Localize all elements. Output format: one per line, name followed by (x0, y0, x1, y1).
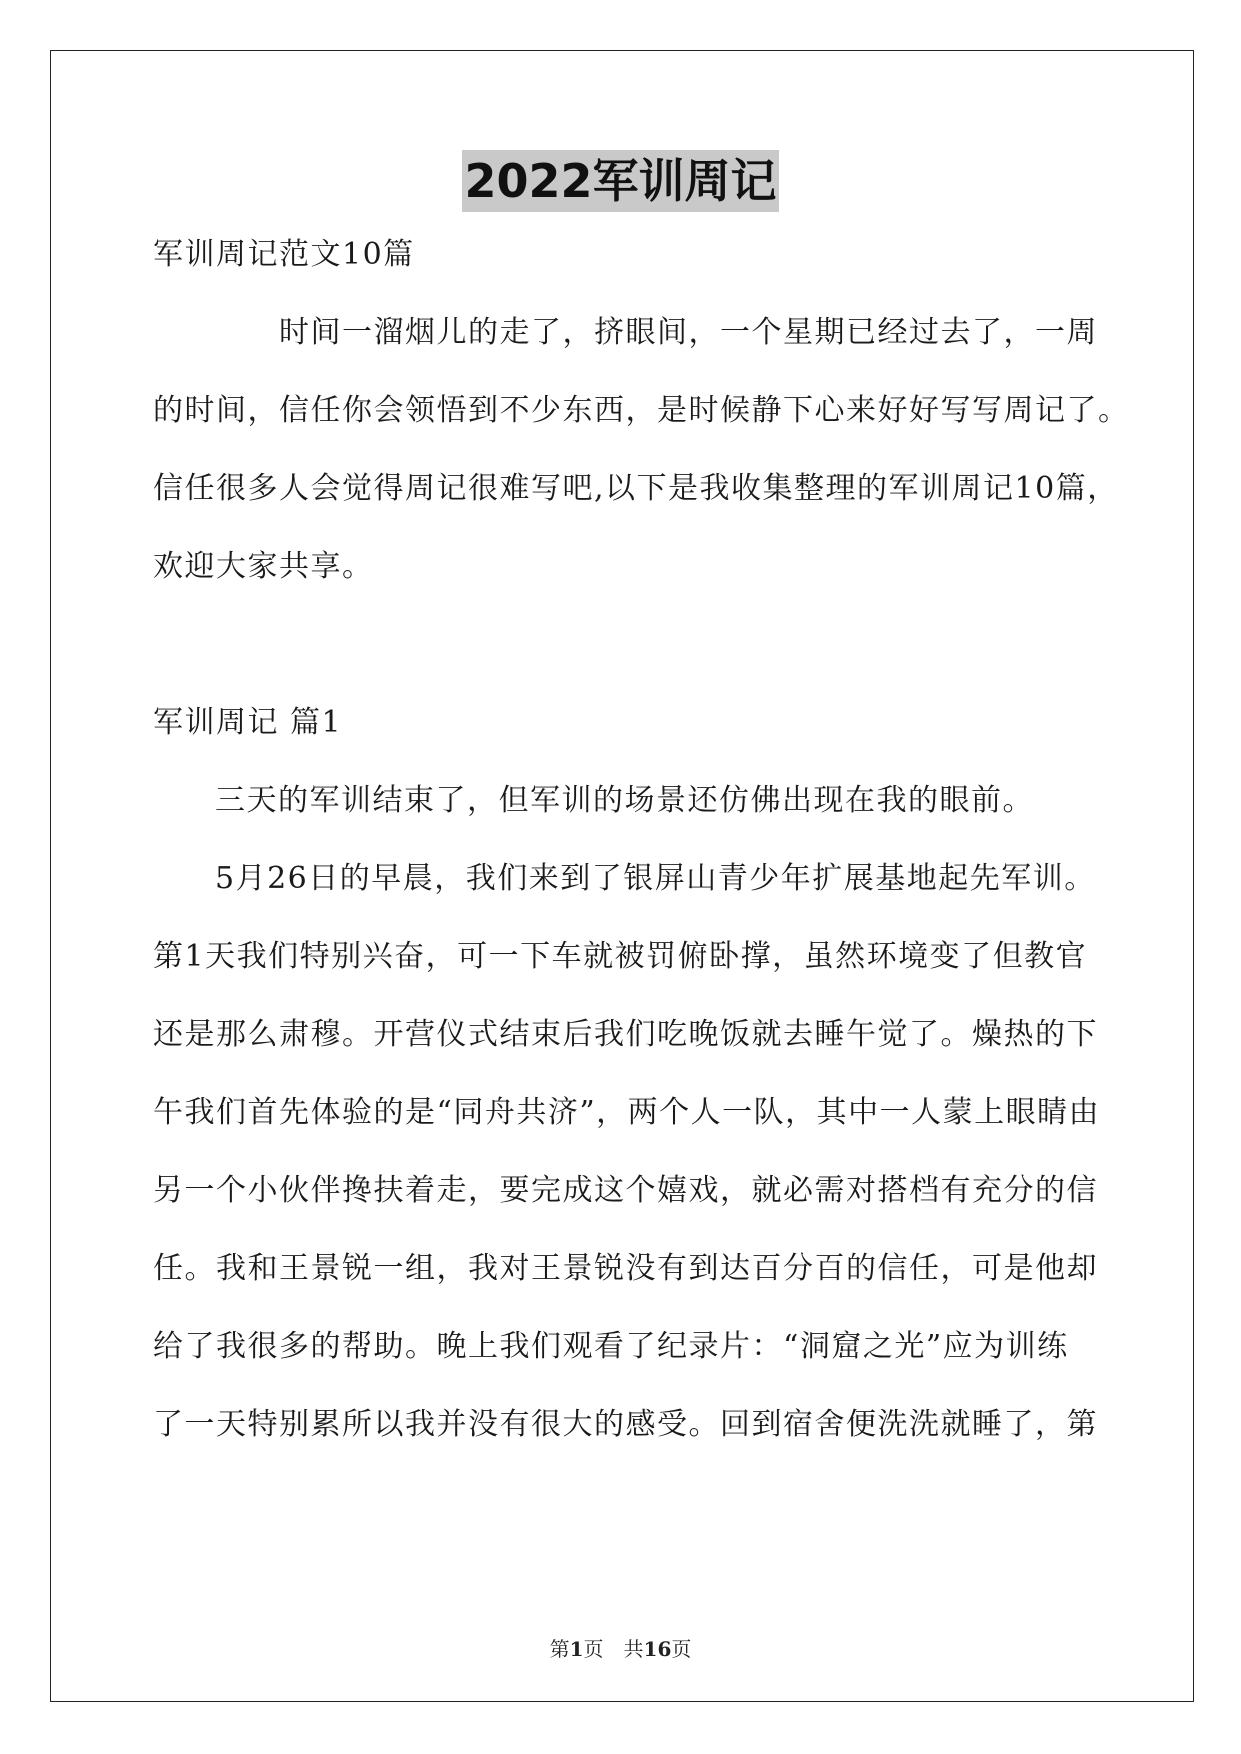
intro-line: 欢迎大家共享。 (153, 549, 374, 584)
intro-line: 信任很多人会觉得周记很难写吧,以下是我收集整理的军训周记10篇， (153, 471, 1119, 506)
title-container (0, 150, 1241, 212)
page-prefix: 第 (549, 1637, 570, 1661)
paragraph-line: 第1天我们特别兴奋，可一下车就被罚俯卧撑，虽然环境变了但教官 (153, 939, 1088, 974)
paragraph-line: 还是那么肃穆。开营仪式结束后我们吃晚饭就去睡午觉了。燥热的下 (153, 1017, 1098, 1052)
section-heading: 军训周记 篇1 (153, 705, 343, 740)
paragraph-line: 给了我很多的帮助。晚上我们观看了纪录片：“洞窟之光”应为训练 (153, 1329, 1069, 1364)
page-mid: 页 共 (583, 1637, 644, 1661)
page-current: 1 (569, 1637, 584, 1661)
paragraph-line: 午我们首先体验的是“同舟共济”，两个人一队，其中一人蒙上眼睛由 (153, 1095, 1101, 1130)
paragraph-line: 了一天特别累所以我并没有很大的感受。回到宿舍便洗洗就睡了，第 (153, 1407, 1098, 1442)
paragraph-line: 5月26日的早晨，我们来到了银屏山青少年扩展基地起先军训。 (215, 861, 1096, 896)
paragraph-line: 任。我和王景锐一组，我对王景锐没有到达百分百的信任，可是他却 (153, 1251, 1098, 1286)
document-body (153, 230, 1130, 1478)
blank-line (153, 620, 1098, 698)
page-total: 16 (643, 1637, 672, 1661)
intro-line: 的时间，信任你会领悟到不少东西，是时候静下心来好好写写周记了。 (153, 393, 1130, 428)
page-suffix: 页 (671, 1637, 692, 1661)
page-footer (0, 1633, 1241, 1662)
paragraph-line: 三天的军训结束了，但军训的场景还仿佛出现在我的眼前。 (215, 783, 1034, 818)
intro-line: 时间一溜烟儿的走了，挤眼间，一个星期已经过去了，一周 (279, 315, 1098, 350)
document-title: 2022军训周记 (462, 150, 778, 212)
document-subtitle: 军训周记范文10篇 (153, 237, 415, 272)
paragraph-line: 另一个小伙伴搀扶着走，要完成这个嬉戏，就必需对搭档有充分的信 (153, 1173, 1098, 1208)
